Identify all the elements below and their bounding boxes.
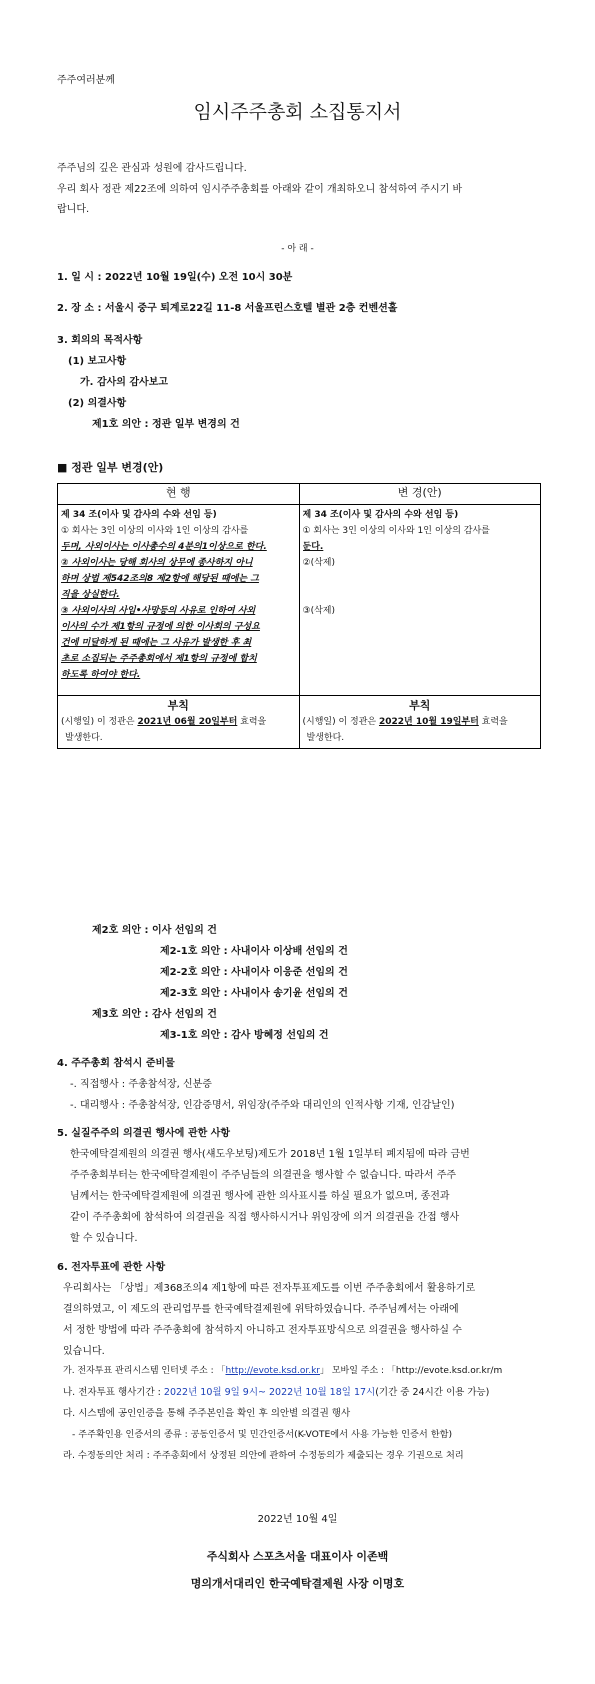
evote-cert-line: - 주주확인용 인증서의 종류 : 공동인증서 및 민간인증서(K-VOTE에서 사용 가능한 인증서 한함) xyxy=(72,1429,453,1440)
current-deleted-line: ③ 사외이사의 사임•사망등의 사유로 인하여 사외 xyxy=(61,606,256,616)
supplement-text: (시행일) 이 정관은 xyxy=(302,717,379,727)
section-6-line: 결의하였고, 이 제도의 관리업무를 한국예탁결제원에 위탁하였습니다. 주주님께서는 아래에 xyxy=(63,1304,459,1315)
agenda-2: 제2호 의안 : 이사 선임의 건 xyxy=(92,925,217,936)
greeting-line-2: 우리 회사 정관 제22조에 의하여 임시주주총회를 아래와 같이 개최하오니 참석하여 주시기 바 xyxy=(57,184,463,195)
supplement-date: 2022년 10월 19일부터 xyxy=(378,717,479,727)
agenda-3: 제3호 의안 : 감사 선임의 건 xyxy=(92,1009,217,1020)
current-deleted-line: 직을 상실한다. xyxy=(61,590,120,600)
section-5-line: 님께서는 한국예탁결제원에 의결권 행사에 관한 의사표시를 하실 필요가 없으며, 종전과 xyxy=(70,1191,450,1202)
amendment-table xyxy=(57,483,541,749)
section-6-title: 6. 전자투표에 관한 사항 xyxy=(57,1262,166,1273)
evote-auth-line: 다. 시스템에 공인인증을 통해 주주본인을 확인 후 의안별 의결권 행사 xyxy=(63,1408,351,1419)
new-line: ②(삭제) xyxy=(302,558,335,568)
new-line: 둔다. xyxy=(302,542,324,552)
current-article-cell xyxy=(58,505,300,696)
new-line-blank xyxy=(303,571,538,587)
supplement-text: (시행일) 이 정관은 xyxy=(61,717,138,727)
section-5-title: 5. 실질주주의 의결권 행사에 관한 사항 xyxy=(57,1128,231,1139)
new-line: ③(삭제) xyxy=(302,606,335,616)
evote-link[interactable]: http://evote.ksd.or.kr xyxy=(225,1366,320,1376)
evote-label: 가. 전자투표 관리시스템 인터넷 주소 : 「 xyxy=(63,1366,226,1376)
section-5-line: 할 수 있습니다. xyxy=(70,1233,138,1244)
amendment-heading: ■ 정관 일부 변경(안) xyxy=(57,461,164,474)
current-deleted-line: ② 사외이사는 당해 회사의 상무에 종사하지 아니 xyxy=(61,558,253,568)
current-article-title: 제 34 조(이사 및 감사의 수와 선임 등) xyxy=(61,510,217,520)
current-line: ① 회사는 3인 이상의 이사와 1인 이상의 감사를 xyxy=(61,526,249,536)
meeting-date: 1. 일 시 : 2022년 10월 19일(수) 오전 10시 30분 xyxy=(57,272,293,283)
agenda-3-1: 제3-1호 의안 : 감사 방혜정 선임의 건 xyxy=(160,1030,329,1041)
meeting-place: 2. 장 소 : 서울시 중구 퇴계로22길 11-8 서울프린스호텔 별관 2층 컨벤션홀 xyxy=(57,303,398,314)
notice-date: 2022년 10월 4일 xyxy=(257,1514,338,1525)
new-line-blank xyxy=(303,587,538,603)
supplement-text: 효력을 xyxy=(237,717,267,727)
current-deleted-line: 두며, 사외이사는 이사총수의 4분의1이상으로 한다. xyxy=(61,542,267,552)
current-deleted-line: 건에 미달하게 된 때에는 그 사유가 발생한 후 최 xyxy=(61,638,252,648)
evote-mobile-label: 」 모바일 주소 : 「http://evote.ksd.or.kr/m xyxy=(319,1366,503,1376)
evote-period: 2022년 10월 9일 9시~ 2022년 10월 18일 17시 xyxy=(163,1387,376,1398)
new-line: ① 회사는 3인 이상의 이사와 1인 이상의 감사를 xyxy=(302,526,490,536)
greeting-line-1: 주주님의 깊은 관심과 성원에 감사드립니다. xyxy=(57,163,247,174)
agenda-2-3: 제2-3호 의안 : 사내이사 송기윤 선임의 건 xyxy=(160,988,348,999)
supplement-text: 발생한다. xyxy=(65,733,103,743)
section-5-line: 주주총회부터는 한국예탁결제원이 주주님들의 의결권을 행사할 수 없습니다. 따라서 주주 xyxy=(70,1170,457,1181)
purpose-title: 3. 회의의 목적사항 xyxy=(57,335,143,346)
supplement-text: 발생한다. xyxy=(306,733,345,743)
column-header-change: 변 경(안) xyxy=(299,484,541,505)
audit-report: 가. 감사의 감사보고 xyxy=(80,377,169,388)
resolution-heading: (2) 의결사항 xyxy=(68,398,127,409)
page-title: 임시주주총회 소집통지서 xyxy=(193,101,402,123)
supplement-date: 2021년 06월 20일부터 xyxy=(137,717,238,727)
section-4-title: 4. 주주총회 참석시 준비물 xyxy=(57,1058,175,1069)
agenda-2-1: 제2-1호 의안 : 사내이사 이상배 선임의 건 xyxy=(160,946,348,957)
new-article-title: 제 34 조(이사 및 감사의 수와 선임 등) xyxy=(302,510,459,520)
evote-period-label: 나. 전자투표 행사기간 : xyxy=(63,1387,164,1398)
section-5-line: 한국예탁결제원의 의결권 행사(섀도우보팅)제도가 2018년 1월 1일부터 폐지됨에 따라 금번 xyxy=(70,1149,470,1160)
supplement-title: 부칙 xyxy=(409,699,431,712)
agenda-1: 제1호 의안 : 정관 일부 변경의 건 xyxy=(92,419,240,430)
current-deleted-line: 하도록 하여야 한다. xyxy=(61,670,141,680)
agenda-2-2: 제2-2호 의안 : 사내이사 이응준 선임의 건 xyxy=(160,967,348,978)
company-signature: 주식회사 스포츠서울 대표이사 이존백 xyxy=(206,1550,389,1563)
evote-period-line xyxy=(63,1384,489,1398)
arae-divider: - 아 래 - xyxy=(281,244,314,254)
section-6-line: 서 정한 방법에 따라 주주총회에 참석하지 아니하고 전자투표방식으로 의결권을 행사하실 수 xyxy=(63,1325,462,1336)
evote-address-line xyxy=(63,1363,533,1376)
section-6-line: 우리회사는 「상법」제368조의4 제1항에 따른 전자투표제도를 이번 주주총회에서 활용하기로 xyxy=(63,1283,476,1294)
column-header-current: 현 행 xyxy=(58,484,300,505)
section-6-line: 있습니다. xyxy=(63,1346,105,1357)
current-deleted-line: 하며 상법 제542조의8 제2항에 해당된 때에는 그 xyxy=(61,574,259,584)
current-supplement-cell xyxy=(58,696,300,749)
section-5-line: 같이 주주총회에 참석하여 의결권을 직접 행사하시거나 위임장에 의거 의결권을 간접 행사 xyxy=(70,1212,460,1223)
supplement-title: 부칙 xyxy=(167,699,189,712)
current-deleted-line: 이사의 수가 제1항의 규정에 의한 이사회의 구성요 xyxy=(61,622,260,632)
evote-period-note: (기간 중 24시간 이용 가능) xyxy=(375,1387,490,1398)
recipient-note: 주주여러분께 xyxy=(57,75,115,86)
agent-signature: 명의개서대리인 한국예탁결제원 사장 이명호 xyxy=(190,1577,405,1590)
evote-amend-line: 라. 수정동의안 처리 : 주주총회에서 상정된 의안에 관하여 수정동의가 제출되는 경우 기권으로 처리 xyxy=(63,1450,464,1461)
new-supplement-cell xyxy=(299,696,541,749)
new-article-cell xyxy=(299,505,541,696)
current-deleted-line: 초로 소집되는 주주총회에서 제1항의 규정에 합치 xyxy=(61,654,257,664)
section-4-line-1: -. 직접행사 : 주총참석장, 신분증 xyxy=(70,1079,212,1090)
report-heading: (1) 보고사항 xyxy=(68,356,127,367)
section-4-line-2: -. 대리행사 : 주총참석장, 인감증명서, 위임장(주주와 대리인의 인적사항 기재, 인감날인) xyxy=(70,1100,455,1111)
supplement-text: 효력을 xyxy=(478,717,508,727)
greeting-line-3: 랍니다. xyxy=(57,204,90,215)
